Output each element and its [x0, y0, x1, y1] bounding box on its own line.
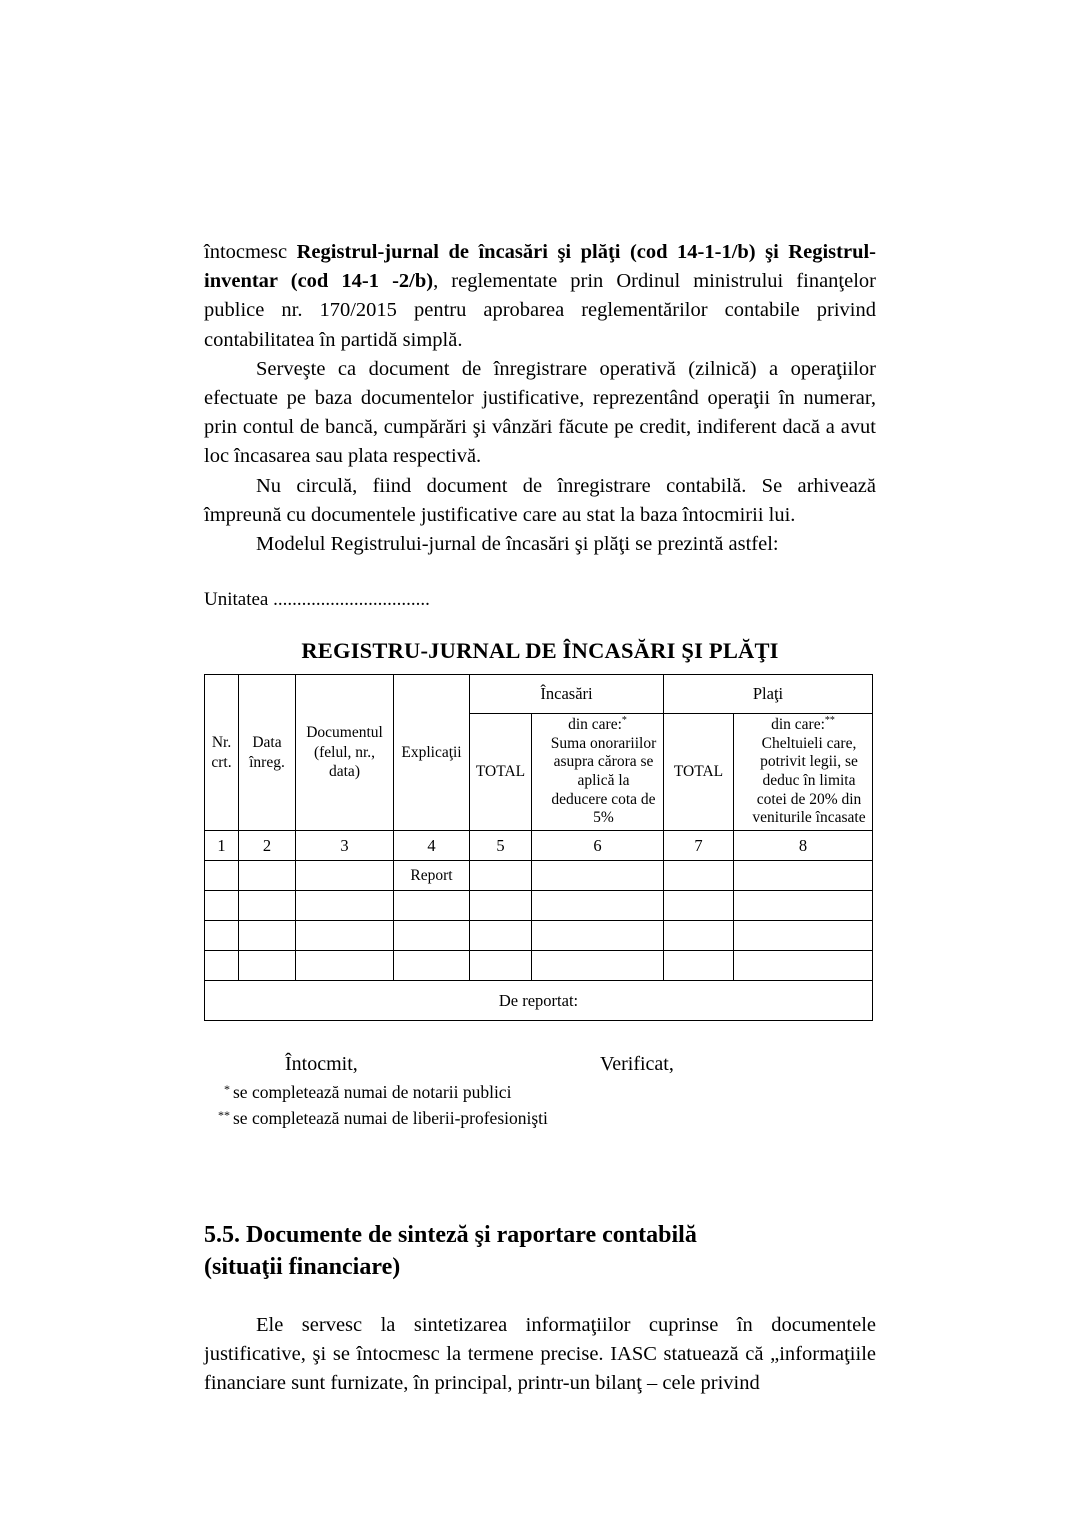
- table-group-header-row: [205, 675, 873, 714]
- cell-din-care-incasari[interactable]: [532, 890, 664, 920]
- col-number-3: 3: [296, 830, 394, 860]
- cell-data-inreg[interactable]: [239, 890, 296, 920]
- header-din-care-incasari: [532, 714, 664, 831]
- footnote-2: [204, 1104, 876, 1131]
- section-heading-line1: 5.5. Documente de sinteză şi raportare contabilă: [204, 1221, 697, 1248]
- header-nr-crt-line2: crt.: [211, 753, 232, 771]
- cell-din-care-incasari[interactable]: [532, 950, 664, 980]
- cell-nr-crt[interactable]: [205, 950, 239, 980]
- cell-total-incasari[interactable]: [470, 860, 532, 890]
- footnote-1: [204, 1078, 876, 1105]
- col-number-8: 8: [734, 830, 873, 860]
- header-documentul-line1: Documentul: [306, 724, 383, 742]
- cell-din-care-incasari[interactable]: [532, 920, 664, 950]
- cell-documentul[interactable]: [296, 920, 394, 950]
- cell-data-inreg[interactable]: [239, 860, 296, 890]
- cell-nr-crt[interactable]: [205, 860, 239, 890]
- col-number-5: 5: [470, 830, 532, 860]
- header-data-inreg-line1: Data: [252, 734, 282, 752]
- col-number-2: 2: [239, 830, 296, 860]
- cell-nr-crt[interactable]: [205, 890, 239, 920]
- col-number-1: 1: [205, 830, 239, 860]
- section-heading-line2: (situaţii financiare): [204, 1253, 401, 1280]
- cell-total-incasari[interactable]: [470, 890, 532, 920]
- cell-total-plati[interactable]: [664, 890, 734, 920]
- table-row[interactable]: [205, 920, 873, 950]
- paragraph-1-run-plain-lead: întocmesc: [204, 241, 297, 263]
- footnote-1-marker: *: [224, 1081, 230, 1096]
- paragraph-1-run-plain-tail: , reglementate prin Ordinul ministrului finanţelor publice nr. 170/2015 pentru aprobarea reglementărilor contabile privind contabilitatea în partidă simplă.: [204, 270, 876, 351]
- cell-total-plati[interactable]: [664, 920, 734, 950]
- cell-data-inreg[interactable]: [239, 950, 296, 980]
- table-column-number-row: [205, 830, 873, 860]
- cell-explicatii[interactable]: [394, 950, 470, 980]
- footnote-marker-single: *: [621, 715, 627, 727]
- header-data-inreg-line2: înreg.: [249, 753, 285, 771]
- signature-verificat: Verificat,: [600, 1052, 674, 1075]
- header-total-incasari: TOTAL: [470, 714, 532, 831]
- cell-total-plati[interactable]: [664, 950, 734, 980]
- page-content: [204, 238, 876, 1398]
- header-nr-crt-line1: Nr.: [211, 734, 232, 752]
- cell-explicatii[interactable]: [394, 890, 470, 920]
- header-data-inreg: [239, 675, 296, 831]
- table-row[interactable]: [205, 890, 873, 920]
- table-row[interactable]: [205, 950, 873, 980]
- footnote-1-text: se completează numai de notarii publici: [233, 1081, 512, 1102]
- register-table: [204, 674, 873, 1021]
- signature-intocmit: Întocmit,: [285, 1052, 358, 1075]
- cell-total-incasari[interactable]: [470, 950, 532, 980]
- cell-explicatii[interactable]: [394, 920, 470, 950]
- header-documentul-line2: (felul, nr.,: [313, 743, 376, 761]
- header-documentul: [296, 675, 394, 831]
- paragraph-1: [204, 238, 876, 355]
- table-footer-row: [205, 980, 873, 1020]
- cell-total-plati[interactable]: [664, 860, 734, 890]
- cell-din-care-plati[interactable]: [734, 950, 873, 980]
- cell-nr-crt[interactable]: [205, 920, 239, 950]
- header-din-care-plati: [734, 714, 873, 831]
- footnotes-block: [204, 1078, 876, 1131]
- cell-din-care-plati[interactable]: [734, 890, 873, 920]
- col-number-4: 4: [394, 830, 470, 860]
- cell-din-care-plati[interactable]: [734, 920, 873, 950]
- cell-de-reportat[interactable]: De reportat:: [205, 980, 873, 1020]
- cell-data-inreg[interactable]: [239, 920, 296, 950]
- header-din-care-plati-label: din care:: [771, 716, 825, 734]
- cell-explicatii[interactable]: Report: [394, 860, 470, 890]
- cell-din-care-plati[interactable]: [734, 860, 873, 890]
- cell-total-incasari[interactable]: [470, 920, 532, 950]
- col-number-6: 6: [532, 830, 664, 860]
- unitatea-line: Unitatea .................................: [204, 589, 430, 611]
- register-table-title: REGISTRU-JURNAL DE ÎNCASĂRI ŞI PLĂŢI: [301, 638, 779, 664]
- cell-documentul[interactable]: [296, 860, 394, 890]
- header-din-care-incasari-label: din care:: [568, 716, 622, 734]
- footnote-2-marker: **: [218, 1108, 230, 1123]
- footnote-marker-double: **: [824, 715, 835, 727]
- table-row[interactable]: [205, 860, 873, 890]
- paragraph-2: Serveşte ca document de înregistrare operativă (zilnică) a operaţiilor efectuate pe baza documentelor justificative, reprezentând operaţii în numerar, prin contul de bancă, cumpărări şi vânzări făcute pe credit, indiferent dacă a avut loc încasarea sau plata respectivă.: [204, 357, 876, 468]
- col-number-7: 7: [664, 830, 734, 860]
- closing-paragraph: Ele servesc la sintetizarea informaţiilor cuprinse în documentele justificative, şi se întocmesc la termene precise. IASC statuează că „informaţiile financiare sunt furnizate, în principal, printr-un bilanţ – cele privind: [204, 1313, 876, 1395]
- footnote-2-text: se completează numai de liberii-profesionişti: [233, 1108, 548, 1129]
- paragraph-3: Nu circulă, fiind document de înregistrare contabilă. Se arhivează împreună cu documentele justificative care au stat la baza întocmirii lui.: [204, 474, 876, 526]
- header-nr-crt: [205, 675, 239, 831]
- header-group-plati: Plaţi: [664, 675, 873, 714]
- cell-documentul[interactable]: [296, 950, 394, 980]
- signature-row: [204, 1053, 876, 1080]
- cell-din-care-incasari[interactable]: [532, 860, 664, 890]
- header-explicatii: Explicaţii: [394, 675, 470, 831]
- paragraph-4: Modelul Registrului-jurnal de încasări şi plăţi se prezintă astfel:: [256, 533, 779, 556]
- header-documentul-line3: data): [329, 763, 360, 781]
- header-din-care-plati-text: Cheltuieli care, potrivit legii, se deduc în limita cotei de 20% din veniturile încasate: [752, 734, 866, 827]
- header-total-plati: TOTAL: [664, 714, 734, 831]
- header-din-care-incasari-text: Suma onorariilor asupra cărora se aplică la deducere cota de 5%: [550, 734, 657, 827]
- header-group-incasari: Încasări: [470, 675, 664, 714]
- cell-documentul[interactable]: [296, 890, 394, 920]
- paragraph-1-run-bold: Registrul-jurnal de încasări şi plăţi (cod 14-1-1/b) şi Registrul-inventar (cod 14-1 -2/b): [204, 241, 876, 293]
- section-heading: [204, 1131, 876, 1283]
